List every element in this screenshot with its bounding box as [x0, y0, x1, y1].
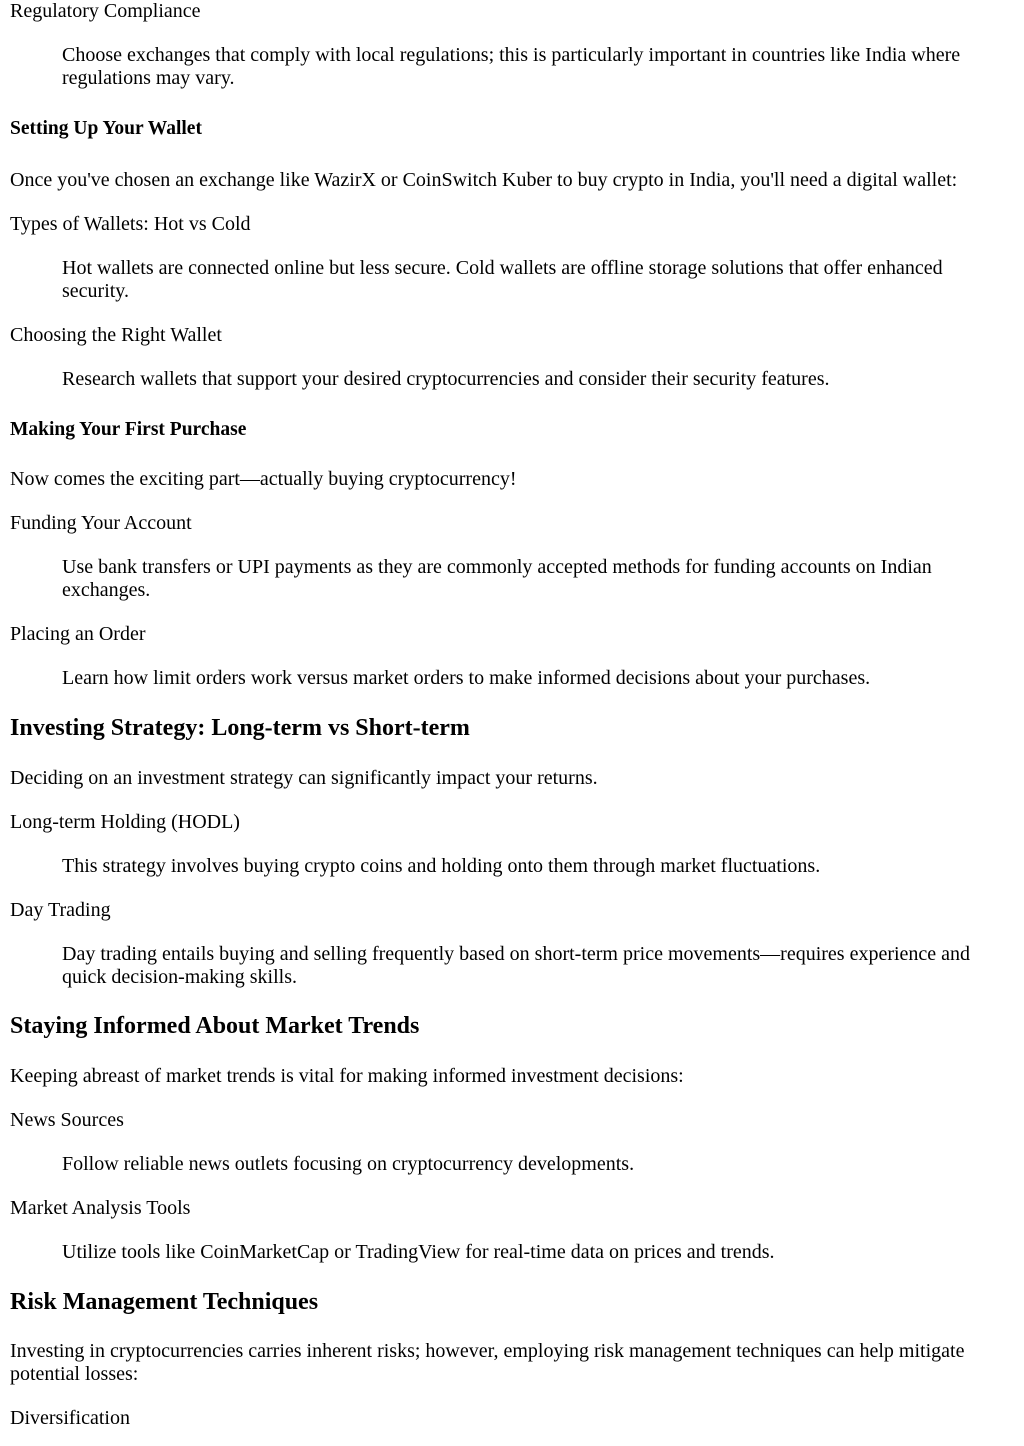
intro-first-purchase: Now comes the exciting part—actually buying cryptocurrency!	[10, 468, 517, 490]
intro-setting-up-wallet: Once you've chosen an exchange like WazirX or CoinSwitch Kuber to buy crypto in India, you'll need a digital wallet:	[10, 169, 958, 191]
term-regulatory-compliance: Regulatory Compliance	[10, 0, 201, 22]
heading-risk-management: Risk Management Techniques	[10, 1289, 319, 1315]
intro-market-trends: Keeping abreast of market trends is vital for making informed investment decisions:	[10, 1065, 684, 1087]
term-diversification: Diversification	[10, 1407, 130, 1429]
desc-day-trading: Day trading entails buying and selling frequently based on short-term price movements—requires experience and quick decision-making skills.	[62, 943, 971, 988]
heading-investing-strategy: Investing Strategy: Long-term vs Short-term	[10, 715, 470, 741]
heading-setting-up-wallet: Setting Up Your Wallet	[10, 118, 202, 139]
desc-regulatory-compliance: Choose exchanges that comply with local regulations; this is particularly important in countries like India where regulations may vary.	[62, 44, 961, 89]
term-placing-order: Placing an Order	[10, 623, 146, 645]
term-news-sources: News Sources	[10, 1109, 124, 1131]
term-long-term-holding: Long-term Holding (HODL)	[10, 811, 240, 833]
term-types-of-wallets: Types of Wallets: Hot vs Cold	[10, 213, 251, 235]
intro-investing-strategy: Deciding on an investment strategy can significantly impact your returns.	[10, 767, 598, 789]
term-market-analysis-tools: Market Analysis Tools	[10, 1197, 191, 1219]
desc-types-of-wallets: Hot wallets are connected online but less secure. Cold wallets are offline storage solutions that offer enhanced security.	[62, 257, 943, 302]
heading-market-trends: Staying Informed About Market Trends	[10, 1013, 420, 1039]
desc-long-term-holding: This strategy involves buying crypto coins and holding onto them through market fluctuations.	[62, 855, 821, 877]
desc-choosing-right-wallet: Research wallets that support your desired cryptocurrencies and consider their security features.	[62, 368, 830, 390]
desc-market-analysis-tools: Utilize tools like CoinMarketCap or TradingView for real-time data on prices and trends.	[62, 1241, 775, 1263]
term-funding-account: Funding Your Account	[10, 512, 192, 534]
desc-placing-order: Learn how limit orders work versus market orders to make informed decisions about your purchases.	[62, 667, 871, 689]
term-day-trading: Day Trading	[10, 899, 111, 921]
desc-news-sources: Follow reliable news outlets focusing on cryptocurrency developments.	[62, 1153, 635, 1175]
intro-risk-management: Investing in cryptocurrencies carries inherent risks; however, employing risk management techniques can help mitigate potential losses:	[10, 1340, 965, 1385]
desc-funding-account: Use bank transfers or UPI payments as they are commonly accepted methods for funding accounts on Indian exchanges.	[62, 556, 932, 601]
heading-first-purchase: Making Your First Purchase	[10, 419, 247, 440]
term-choosing-right-wallet: Choosing the Right Wallet	[10, 324, 222, 346]
